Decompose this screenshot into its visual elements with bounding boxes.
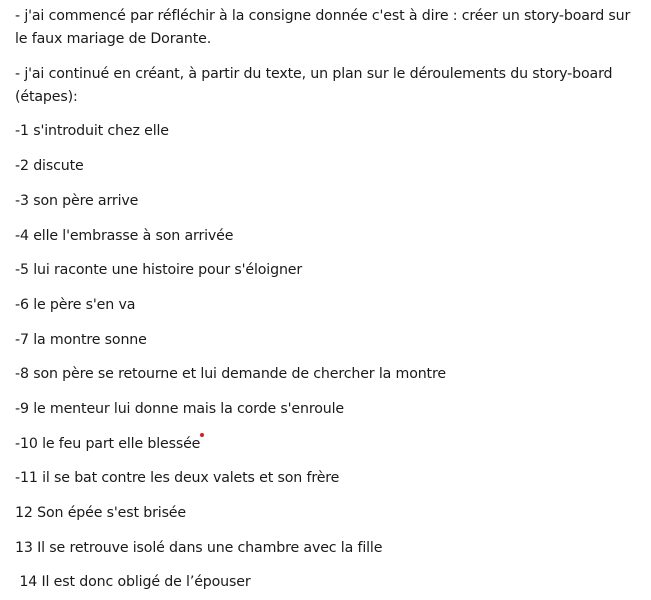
spelling-mark-icon bbox=[200, 433, 204, 437]
step-4: -4 elle l'embrasse à son arrivée bbox=[15, 228, 234, 244]
step-2: -2 discute bbox=[15, 158, 84, 174]
step-12: 12 Son épée s'est brisée bbox=[15, 505, 186, 521]
step-10-text-wrap bbox=[15, 434, 200, 454]
step-7: -7 la montre sonne bbox=[15, 332, 147, 348]
step-13: 13 Il se retrouve isolé dans une chambre avec la fille bbox=[15, 540, 383, 556]
intro-paragraph-2: - j'ai continué en créant, à partir du texte, un plan sur le déroulements du story-board (étapes): bbox=[15, 66, 613, 105]
step-5: -5 lui raconte une histoire pour s'éloigner bbox=[15, 262, 303, 278]
step-10 bbox=[15, 434, 200, 454]
step-1: -1 s'introduit chez elle bbox=[15, 123, 169, 139]
intro-paragraph-1: - j'ai commencé par réfléchir à la consigne donnée c'est à dire : créer un story-board sur le faux mariage de Dorante. bbox=[15, 8, 631, 47]
step-6: -6 le père s'en va bbox=[15, 297, 136, 313]
step-9: -9 le menteur lui donne mais la corde s'enroule bbox=[15, 401, 344, 417]
step-3: -3 son père arrive bbox=[15, 193, 139, 209]
step-8: -8 son père se retourne et lui demande de chercher la montre bbox=[15, 366, 446, 382]
step-11: -11 il se bat contre les deux valets et son frère bbox=[15, 470, 340, 486]
step-10-text: -10 le feu part elle blessée bbox=[15, 436, 201, 452]
step-14: 14 Il est donc obligé de l’épouser bbox=[15, 574, 251, 590]
